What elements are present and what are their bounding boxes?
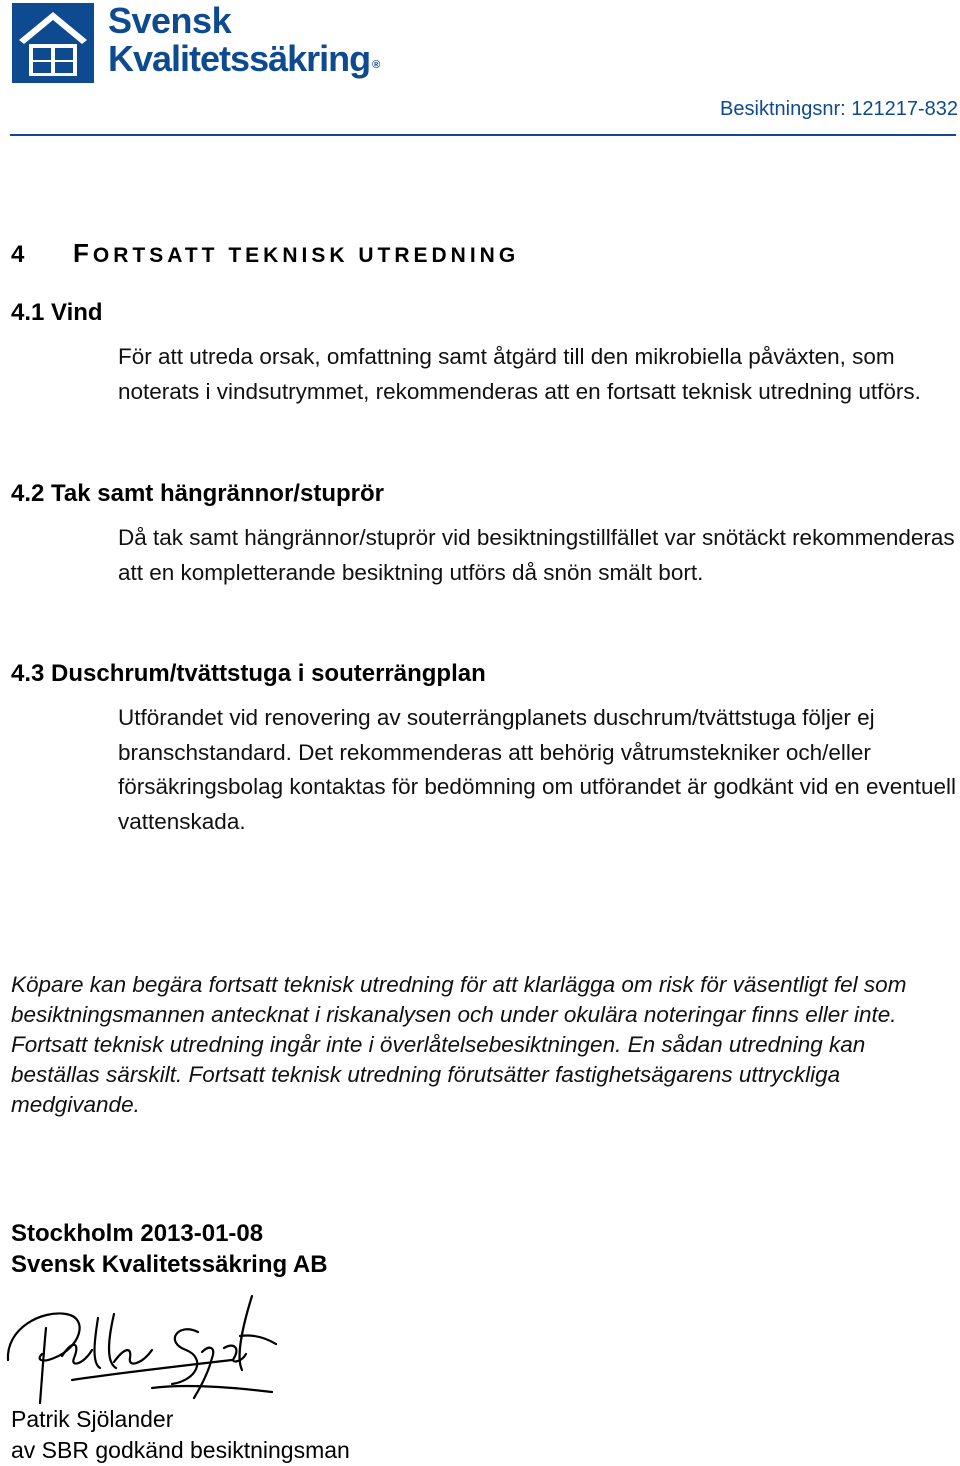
section-heading-vind: 4.1 Vind <box>11 299 103 326</box>
chapter-number: 4 <box>11 241 25 268</box>
section-heading-tak: 4.2 Tak samt hängrännor/stuprör <box>11 480 384 507</box>
section-heading-duschrum: 4.3 Duschrum/tvättstuga i souterrängplan <box>11 660 486 687</box>
company-name: Svensk Kvalitetssäkring AB <box>11 1251 328 1278</box>
disclaimer-note: Köpare kan begära fortsatt teknisk utredning för att klarlägga om risk för väsentligt fel som besiktningsmannen antecknat i riskanalysen och under okulära noteringar finns eller inte. Fortsatt teknisk utredning ingår inte i överlåtelsebesiktningen. En sådan utredning kan beställas särskilt. Fortsatt teknisk utredning förutsätter fastighetsägarens uttryckliga medgivande. <box>11 972 907 1117</box>
chapter-heading <box>11 238 519 269</box>
closing-block <box>11 1218 328 1280</box>
section-text-vind: För att utreda orsak, omfattning samt åtgärd till den mikrobiella påväxten, som noterats i vindsutrymmet, rekommenderas att en fortsatt teknisk utredning utförs. <box>118 344 921 404</box>
chapter-title: FORTSATT TEKNISK UTREDNING <box>73 238 520 268</box>
signer-name: Patrik Sjölander <box>11 1406 174 1432</box>
place-date: Stockholm 2013-01-08 <box>11 1220 264 1247</box>
section-text-tak: Då tak samt hängrännor/stuprör vid besiktningstillfället var snötäckt rekommenderas att en kompletterande besiktning utförs då snön smält bort. <box>118 525 955 585</box>
section-text-duschrum: Utförandet vid renovering av souterrängplanets duschrum/tvättstuga följer ej branschstandard. Det rekommenderas att behörig våtrumstekniker och/eller försäkringsbolag kontaktas för bedömning om utförandet är godkänt vid en eventuell vattenskada. <box>118 705 957 834</box>
inspection-number: Besiktningsnr: 121217-832 <box>720 98 958 120</box>
company-logo <box>11 2 401 84</box>
signer-title: av SBR godkänd besiktningsman <box>11 1437 350 1463</box>
header-divider <box>10 134 956 136</box>
house-logo-icon <box>11 2 95 84</box>
handwritten-signature <box>2 1288 287 1418</box>
signer-block <box>11 1404 350 1466</box>
logo-wordmark: Svensk Kvalitetssäkring ® <box>108 0 380 79</box>
